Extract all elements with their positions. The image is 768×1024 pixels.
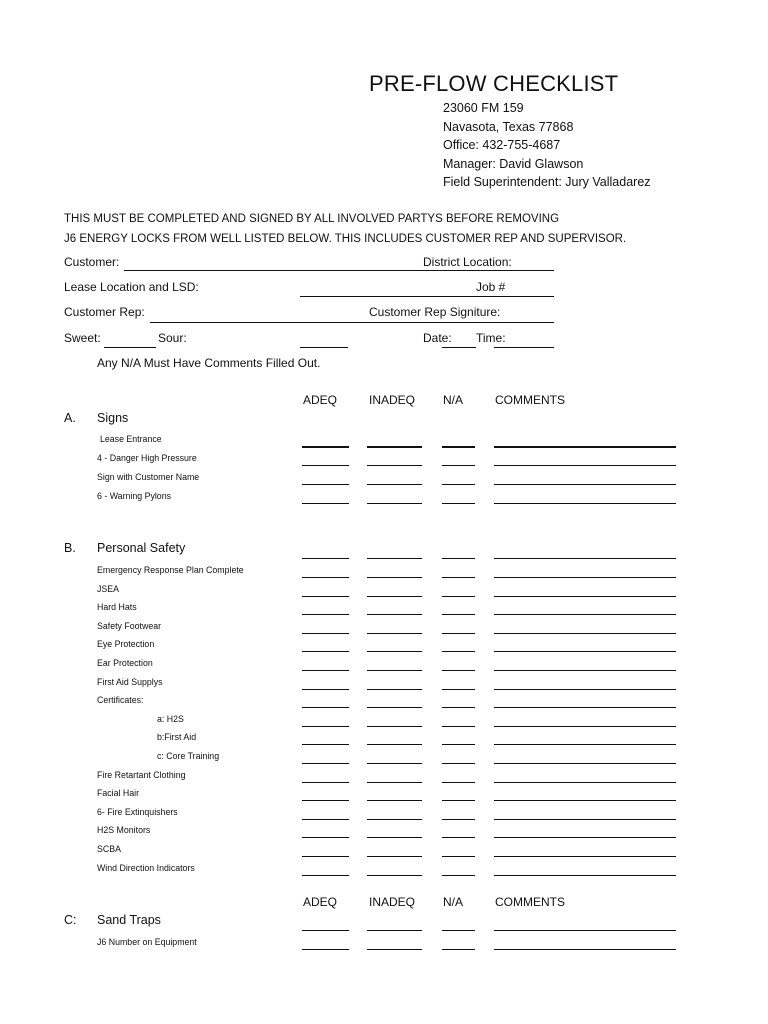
col-header-na: N/A [443,393,464,407]
inadeq-field[interactable] [367,819,422,820]
comments-field[interactable] [494,596,676,597]
na-field[interactable] [442,614,475,615]
comments-field[interactable] [494,465,676,466]
inadeq-field[interactable] [367,800,422,801]
blank-row-field[interactable] [367,447,422,448]
adeq-field[interactable] [302,949,349,950]
adeq-field[interactable] [302,484,349,485]
inadeq-field[interactable] [367,744,422,745]
adeq-field[interactable] [302,726,349,727]
sour-label: Sour: [158,331,187,345]
customer-label: Customer: [64,255,120,269]
adeq-field[interactable] [302,819,349,820]
inadeq-field[interactable] [367,465,422,466]
checklist-item-label: Emergency Response Plan Complete [97,565,244,575]
inadeq-field[interactable] [367,670,422,671]
comments-field[interactable] [494,670,676,671]
blank-row-field[interactable] [302,447,349,448]
adeq-field[interactable] [302,651,349,652]
company-manager: Manager: David Glawson [443,157,584,171]
comments-field[interactable] [494,614,676,615]
checklist-item-label: Eye Protection [97,639,155,650]
checklist-item-label: First Aid Supplys [97,676,163,687]
customer-rep-label: Customer Rep: [64,305,145,319]
inadeq-field[interactable] [367,726,422,727]
comments-field[interactable] [494,689,676,690]
na-field[interactable] [442,875,475,876]
section-a-letter: A. [64,411,76,425]
inadeq-field[interactable] [367,856,422,857]
blank-row-field[interactable] [494,930,676,931]
notice-line2: J6 ENERGY LOCKS FROM WELL LISTED BELOW. THIS INCLUDES CUSTOMER REP AND SUPERVISOR. [64,233,627,245]
na-field[interactable] [442,633,475,634]
checklist-item-label: Ear Protection [97,658,153,668]
checklist-item-label: SCBA [97,844,121,854]
company-address-line1: 23060 FM 159 [443,101,524,115]
inadeq-field[interactable] [367,614,422,615]
blank-row-field[interactable] [302,930,349,931]
checklist-item-label: Facial Hair [97,788,140,799]
na-field[interactable] [442,856,475,857]
job-number-label: Job # [476,280,506,294]
adeq-field[interactable] [302,744,349,745]
inadeq-field[interactable] [367,689,422,690]
section-c-letter: C: [64,913,77,927]
na-field[interactable] [442,726,475,727]
checklist-item-label: 6 - Warning Pylons [97,491,171,501]
inadeq-field[interactable] [367,596,422,597]
comments-field[interactable] [494,651,676,652]
inadeq-field[interactable] [367,484,422,485]
adeq-field[interactable] [302,614,349,615]
adeq-field[interactable] [302,856,349,857]
col-header-adeq-2: ADEQ [303,895,338,909]
blank-row-field[interactable] [494,558,676,559]
comments-field[interactable] [494,782,676,783]
blank-row-field[interactable] [494,447,676,448]
section-a-title: Signs [97,411,129,425]
comments-field[interactable] [494,503,676,504]
blank-row-field[interactable] [367,558,422,559]
checklist-item-label: Certificates: [97,695,144,706]
blank-row-field[interactable] [367,930,422,931]
notice-line1: THIS MUST BE COMPLETED AND SIGNED BY ALL INVOLVED PARTYS BEFORE REMOVING [64,213,560,225]
na-field[interactable] [442,577,475,578]
blank-row-field[interactable] [302,558,349,559]
checklist-item-label: Wind Direction Indicators [97,862,195,873]
time-label: Time: [476,331,506,345]
blank-row-field[interactable] [442,558,475,559]
na-field[interactable] [442,800,475,801]
adeq-field[interactable] [302,633,349,634]
na-field[interactable] [442,707,475,708]
comments-field[interactable] [494,856,676,857]
comments-field[interactable] [494,633,676,634]
na-field[interactable] [442,465,475,466]
comments-field[interactable] [494,484,676,485]
comments-field[interactable] [494,707,676,708]
company-office-phone: Office: 432-755-4687 [443,138,561,152]
adeq-field[interactable] [302,707,349,708]
page-title: PRE-FLOW CHECKLIST [369,71,619,96]
customer-field[interactable] [124,270,554,271]
col-header-comments: COMMENTS [495,393,565,407]
comments-field[interactable] [494,744,676,745]
checklist-item-label: Hard Hats [97,602,137,613]
sour-field[interactable] [300,347,348,348]
na-field[interactable] [442,837,475,838]
inadeq-field[interactable] [367,949,422,950]
checklist-item-label: Fire Retartant Clothing [97,769,186,780]
comments-field[interactable] [494,875,676,876]
checklist-item-label: 4 - Danger High Pressure [97,453,197,463]
checklist-item-label: Sign with Customer Name [97,472,200,482]
adeq-field[interactable] [302,689,349,690]
district-location-label: District Location: [423,255,512,269]
date-label: Date: [423,331,452,345]
adeq-field[interactable] [302,670,349,671]
na-field[interactable] [442,670,475,671]
blank-row-field[interactable] [442,447,475,448]
adeq-field[interactable] [302,446,349,447]
comments-field[interactable] [494,837,676,838]
col-header-adeq: ADEQ [303,393,338,407]
section-c-title: Sand Traps [97,913,161,927]
na-field[interactable] [442,949,475,950]
comments-field[interactable] [494,800,676,801]
inadeq-field[interactable] [367,763,422,764]
inadeq-field[interactable] [367,782,422,783]
checklist-item-label: b:First Aid [157,732,197,743]
col-header-inadeq: INADEQ [369,393,416,407]
col-header-comments-2: COMMENTS [495,895,565,909]
inadeq-field[interactable] [367,446,422,447]
adeq-field[interactable] [302,800,349,801]
adeq-field[interactable] [302,465,349,466]
na-field[interactable] [442,744,475,745]
comments-field[interactable] [494,819,676,820]
company-address-line2: Navasota, Texas 77868 [443,120,574,134]
checklist-item-label: H2S Monitors [97,825,151,836]
na-field[interactable] [442,763,475,764]
checklist-item-label: JSEA [97,583,120,594]
na-field[interactable] [442,596,475,597]
checklist-item-label: c: Core Training [157,751,220,761]
section-b-title: Personal Safety [97,541,186,555]
lease-location-label: Lease Location and LSD: [64,280,199,294]
inadeq-field[interactable] [367,633,422,634]
comments-field[interactable] [494,446,676,447]
na-field[interactable] [442,782,475,783]
sweet-field[interactable] [104,347,156,348]
lease-location-field[interactable] [300,296,554,297]
customer-rep-field[interactable] [150,322,554,323]
checklist-item-label: 6- Fire Extinquishers [97,806,178,817]
col-header-inadeq-2: INADEQ [369,895,416,909]
na-field[interactable] [442,689,475,690]
comments-field[interactable] [494,726,676,727]
na-field[interactable] [442,819,475,820]
checklist-item-label: a: H2S [157,713,184,724]
adeq-field[interactable] [302,503,349,504]
inadeq-field[interactable] [367,503,422,504]
checklist-item-label: Safety Footwear [97,620,162,631]
comments-field[interactable] [494,949,676,950]
adeq-field[interactable] [302,596,349,597]
adeq-field[interactable] [302,782,349,783]
checklist-item-label: J6 Number on Equipment [97,937,197,947]
time-field[interactable] [494,347,554,348]
inadeq-field[interactable] [367,577,422,578]
comments-field[interactable] [494,577,676,578]
na-field[interactable] [442,503,475,504]
inadeq-field[interactable] [367,837,422,838]
na-comments-note: Any N/A Must Have Comments Filled Out. [97,356,321,370]
na-field[interactable] [442,446,475,447]
inadeq-field[interactable] [367,875,422,876]
comments-field[interactable] [494,763,676,764]
section-b-letter: B. [64,541,76,555]
na-field[interactable] [442,651,475,652]
adeq-field[interactable] [302,837,349,838]
checklist-item-label: Lease Entrance [100,434,162,444]
date-field[interactable] [442,347,476,348]
na-field[interactable] [442,484,475,485]
company-field-superintendent: Field Superintendent: Jury Valladarez [443,175,651,189]
adeq-field[interactable] [302,875,349,876]
blank-row-field[interactable] [442,930,475,931]
adeq-field[interactable] [302,577,349,578]
customer-rep-signature-label: Customer Rep Signiture: [369,305,501,319]
inadeq-field[interactable] [367,651,422,652]
col-header-na-2: N/A [443,895,464,909]
adeq-field[interactable] [302,763,349,764]
sweet-label: Sweet: [64,331,101,345]
inadeq-field[interactable] [367,707,422,708]
